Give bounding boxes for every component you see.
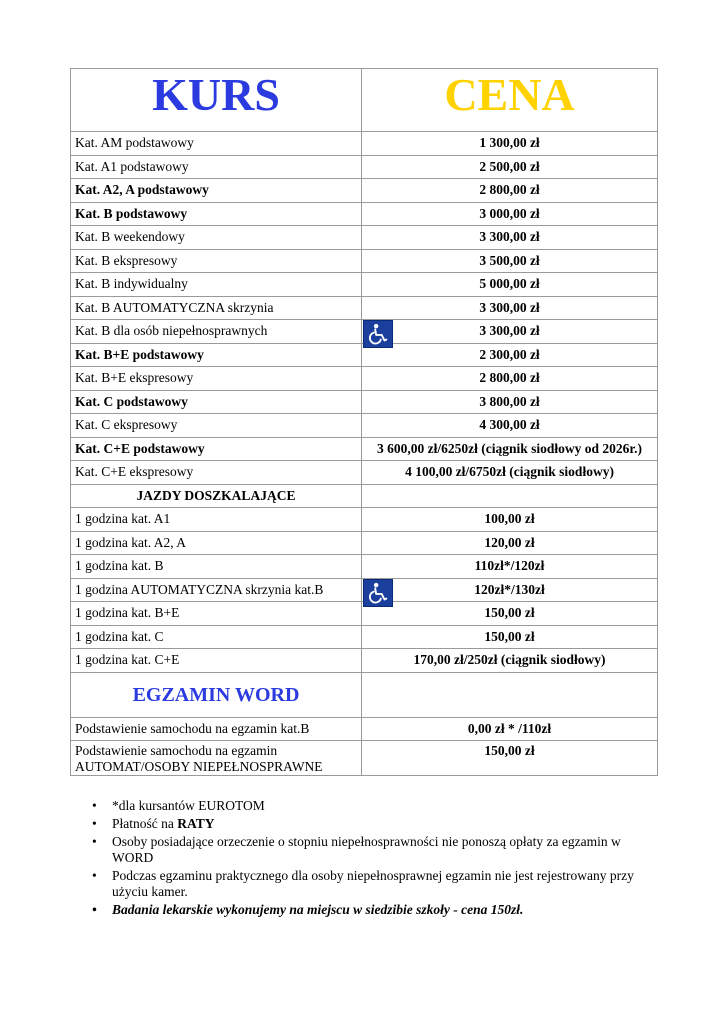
lesson-row [71,625,658,649]
price-value: 2 500,00 zł [479,158,540,174]
bullet-icon: • [92,816,97,831]
lesson-row [71,602,658,626]
header-kurs: KURS [71,69,362,132]
item-price [362,508,658,532]
lesson-row [71,649,658,673]
item-price [362,672,658,717]
course-row [71,320,658,344]
lesson-row [71,555,658,579]
note-badania: • Badania lekarskie wykonujemy na miejscu w siedzibie szkoły - cena 150zł. [92,902,524,917]
price-table [70,68,658,776]
price-value: 150,00 zł [484,628,535,644]
note-eurotom: • *dla kursantów EUROTOM [92,798,265,813]
course-row [71,461,658,485]
item-price [362,179,658,203]
item-name: Kat. C+E ekspresowy [71,461,362,485]
item-name: Kat. C ekspresowy [71,414,362,438]
exam-row [71,717,658,741]
item-price [362,741,658,776]
section-jazdy-doszkalajace [71,484,658,508]
item-price [362,578,658,602]
bullet-icon: • [92,868,97,883]
price-value: 3 800,00 zł [479,393,540,409]
course-row [71,343,658,367]
course-row [71,390,658,414]
item-price [362,202,658,226]
price-value: 3 500,00 zł [479,252,540,268]
item-name: EGZAMIN WORD [71,672,362,717]
price-value: 120zł*/130zł [474,581,545,597]
item-name: Kat. C podstawowy [71,390,362,414]
course-row [71,437,658,461]
price-value: 3 300,00 zł [479,323,540,339]
course-row [71,367,658,391]
price-value: 0,00 zł * /110zł [467,720,552,736]
item-name: JAZDY DOSZKALAJĄCE [71,484,362,508]
price-value: 170,00 zł/250zł (ciągnik siodłowy) [413,652,606,668]
item-price [362,625,658,649]
price-value: 110zł*/120zł [474,558,545,574]
item-name: 1 godzina kat. C+E [71,649,362,673]
item-name: Kat. AM podstawowy [71,132,362,156]
course-row [71,249,658,273]
item-name: 1 godzina AUTOMATYCZNA skrzynia kat.B [71,578,362,602]
item-price [362,437,658,461]
course-row [71,273,658,297]
item-name: 1 godzina kat. A1 [71,508,362,532]
bullet-icon: • [92,834,97,849]
item-name: Podstawienie samochodu na egzamin kat.B [71,717,362,741]
price-value: 3 600,00 zł/6250zł (ciągnik siodłowy od 2026r.) [376,440,642,456]
note-kamery: • Podczas egzaminu praktycznego dla osoby niepełnosprawnej egzamin nie jest rejestrowany przy użyciu kamer. [92,868,634,899]
item-name: Kat. B podstawowy [71,202,362,226]
price-value: 3 000,00 zł [479,205,540,221]
item-price [362,484,658,508]
price-value: 100,00 zł [484,511,535,527]
item-price [362,343,658,367]
price-value: 150,00 zł [484,743,535,758]
course-row [71,296,658,320]
price-value: 120,00 zł [484,534,535,550]
item-price [362,273,658,297]
lesson-row [71,508,658,532]
item-name: 1 godzina kat. B [71,555,362,579]
item-price [362,649,658,673]
course-row [71,226,658,250]
bullet-icon: • [92,798,97,813]
course-row [71,155,658,179]
item-price [362,249,658,273]
item-price [362,717,658,741]
item-price [362,296,658,320]
price-value: 4 300,00 zł [479,417,540,433]
item-price [362,390,658,414]
bullet-icon: • [92,902,97,917]
item-name: Kat. B indywidualny [71,273,362,297]
item-name: Kat. A1 podstawowy [71,155,362,179]
item-name: Podstawienie samochodu na egzamin AUTOMAT/OSOBY NIEPEŁNOSPRAWNE [71,741,362,776]
price-value: 2 800,00 zł [479,182,540,198]
item-name: 1 godzina kat. C [71,625,362,649]
item-price [362,132,658,156]
item-name: 1 godzina kat. B+E [71,602,362,626]
item-name: Kat. B+E podstawowy [71,343,362,367]
item-price [362,531,658,555]
item-price [362,155,658,179]
item-name: Kat. C+E podstawowy [71,437,362,461]
price-value: 2 800,00 zł [479,370,540,386]
section-egzamin-word [71,672,658,717]
header-cena: CENA [362,69,658,132]
item-price [362,602,658,626]
item-name: Kat. B ekspresowy [71,249,362,273]
lesson-row [71,531,658,555]
course-row [71,202,658,226]
item-price [362,226,658,250]
item-name: Kat. A2, A podstawowy [71,179,362,203]
item-name: 1 godzina kat. A2, A [71,531,362,555]
note-raty: • Płatność na RATY [92,816,215,831]
price-value: 4 100,00 zł/6750zł (ciągnik siodłowy) [405,464,614,480]
item-price [362,461,658,485]
header-row [71,69,658,132]
item-price [362,320,658,344]
price-value: 1 300,00 zł [479,135,540,151]
price-value: 3 300,00 zł [479,229,540,245]
item-name: Kat. B weekendowy [71,226,362,250]
item-name: Kat. B dla osób niepełnosprawnych [71,320,362,344]
price-value: 3 300,00 zł [479,299,540,315]
course-row [71,132,658,156]
price-value: 5 000,00 zł [479,276,540,292]
price-value: 150,00 zł [484,605,535,621]
item-name: Kat. B+E ekspresowy [71,367,362,391]
item-name: Kat. B AUTOMATYCZNA skrzynia [71,296,362,320]
course-row [71,414,658,438]
item-price [362,367,658,391]
item-price [362,414,658,438]
lesson-row [71,578,658,602]
price-value: 2 300,00 zł [479,346,540,362]
note-orzeczenie: • Osoby posiadające orzeczenie o stopniu niepełnosprawności nie ponoszą opłaty za egzamin w WORD [92,834,621,865]
course-row [71,179,658,203]
exam-row [71,741,658,776]
item-price [362,555,658,579]
notes-list [92,798,662,920]
